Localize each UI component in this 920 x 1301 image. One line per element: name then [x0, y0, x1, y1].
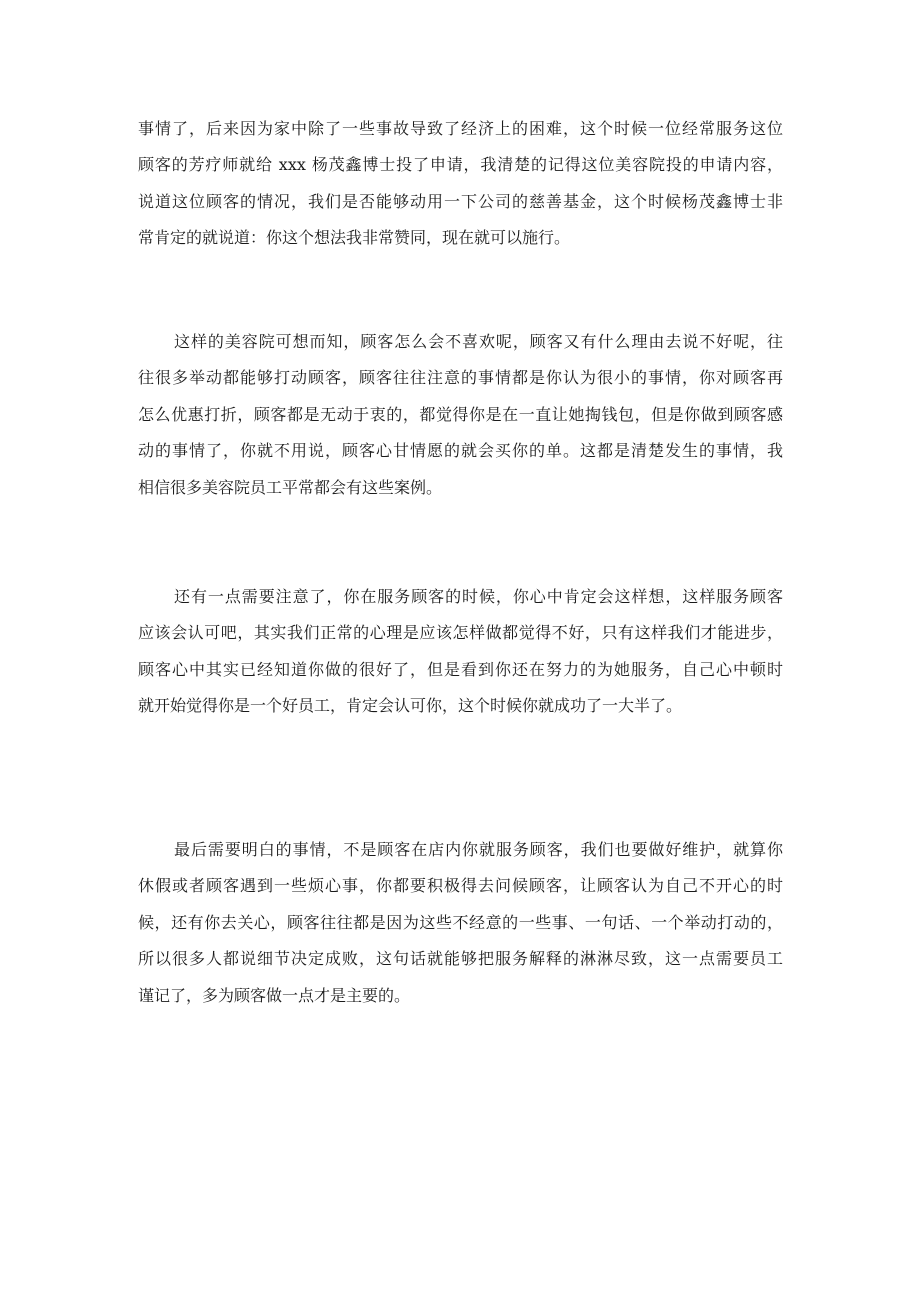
paragraph-line: 还有一点需要注意了，你在服务顾客的时候，你心中肯定会这样想，这样服务顾客 [174, 587, 783, 606]
paragraph-line: 就开始觉得你是一个好员工，肯定会认可你，这个时候你就成功了一大半了。 [138, 696, 683, 716]
paragraph-line: 相信很多美容院员工平常都会有这些案例。 [138, 477, 443, 497]
paragraph-line: 应该会认可吧，其实我们正常的心理是应该怎样做都觉得不好，只有这样我们才能进步， [138, 623, 783, 643]
paragraph-line: 怎么优惠打折，顾客都是无动于衷的，都觉得你是在一直让她掏钱包，但是你做到顾客感 [138, 404, 783, 424]
paragraph-2 [138, 324, 783, 506]
paragraph-line: 常肯定的就说道：你这个想法我非常赞同，现在就可以施行。 [138, 228, 571, 248]
paragraph-3 [138, 579, 783, 725]
paragraph-line: 事情了，后来因为家中除了一些事故导致了经济上的困难，这个时候一位经常服务这位 [138, 119, 783, 138]
paragraph-line: 顾客心中其实已经知道你做的很好了，但是看到你还在努力的为她服务，自己心中顿时 [138, 659, 783, 679]
paragraph-line: 说道这位顾客的情况，我们是否能够动用一下公司的慈善基金，这个时候杨茂鑫博士非 [138, 191, 783, 211]
paragraph-line: 谨记了，多为顾客做一点才是主要的。 [138, 985, 411, 1005]
paragraph-1 [138, 111, 783, 257]
paragraph-line: 动的事情了，你就不用说，顾客心甘情愿的就会买你的单。这都是清楚发生的事情，我 [138, 441, 783, 461]
paragraph-line: 休假或者顾客遇到一些烦心事，你都要积极得去问候顾客，让顾客认为自己不开心的时 [138, 876, 783, 896]
paragraph-line: 最后需要明白的事情，不是顾客在店内你就服务顾客，我们也要做好维护，就算你 [174, 840, 783, 859]
paragraph-line: 顾客的芳疗师就给 xxx 杨茂鑫博士投了申请，我清楚的记得这位美容院投的申请内容， [138, 155, 783, 175]
paragraph-line: 候，还有你去关心，顾客往往都是因为这些不经意的一些事、一句话、一个举动打动的， [138, 912, 783, 932]
paragraph-line: 往很多举动都能够打动顾客，顾客往往注意的事情都是你认为很小的事情，你对顾客再 [138, 368, 783, 388]
paragraph-line: 所以很多人都说细节决定成败，这句话就能够把服务解释的淋淋尽致，这一点需要员工 [138, 949, 783, 969]
paragraph-line: 这样的美容院可想而知，顾客怎么会不喜欢呢，顾客又有什么理由去说不好呢，往 [174, 332, 783, 351]
paragraph-4 [138, 832, 783, 1014]
